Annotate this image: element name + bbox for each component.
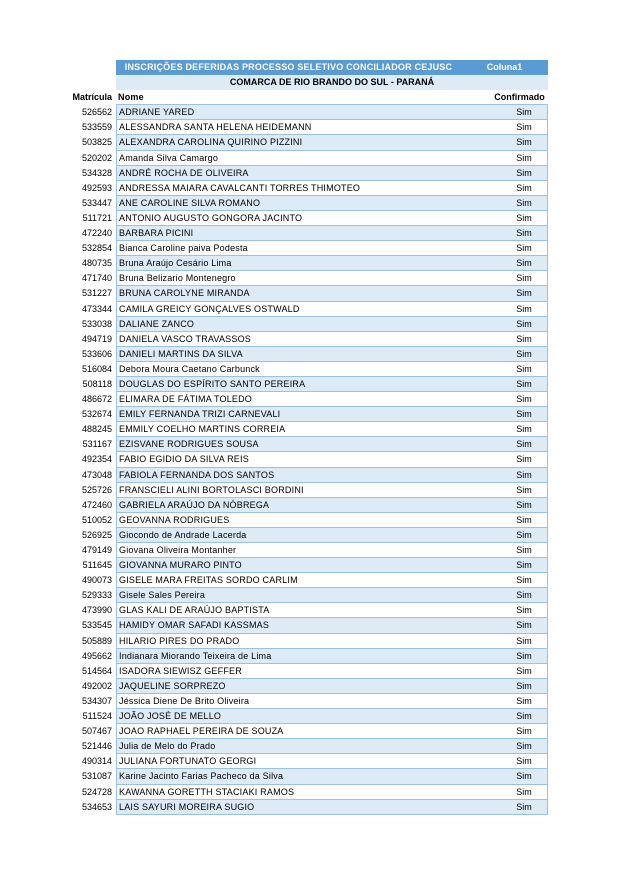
- cell-confirmado: Sim: [461, 181, 548, 196]
- table-row: [50, 498, 548, 513]
- cell-confirmado: Sim: [461, 754, 548, 769]
- cell-matricula: 488245: [81, 424, 112, 435]
- cell-confirmado: Sim: [461, 664, 548, 679]
- cell-confirmado: Sim: [461, 694, 548, 709]
- cell-confirmado: Sim: [461, 135, 548, 150]
- cell-nome: Bruna Belizario Montenegro: [116, 271, 461, 286]
- table-row: [50, 528, 548, 543]
- table-row: [50, 422, 548, 437]
- empty-cell: [50, 60, 116, 75]
- cell-confirmado: Sim: [461, 468, 548, 483]
- cell-matricula: 511524: [82, 711, 112, 722]
- cell-confirmado: Sim: [461, 679, 548, 694]
- cell-nome: JOAO RAPHAEL PEREIRA DE SOUZA: [116, 724, 461, 739]
- cell-nome: JOÃO JOSÉ DE MELLO: [116, 709, 461, 724]
- cell-confirmado: Sim: [461, 392, 548, 407]
- cell-matricula: 533559: [81, 122, 112, 133]
- cell-matricula: 490073: [81, 575, 112, 586]
- table-row: [50, 271, 548, 286]
- cell-matricula: 532854: [81, 243, 112, 254]
- table-row: [50, 618, 548, 633]
- cell-confirmado: Sim: [461, 634, 548, 649]
- table-row: [50, 332, 548, 347]
- table-row: [50, 709, 548, 724]
- table-row: [50, 483, 548, 498]
- cell-confirmado: Sim: [461, 769, 548, 784]
- cell-confirmado: Sim: [461, 558, 548, 573]
- header-row: [50, 90, 548, 105]
- cell-nome: EZISVANE RODRIGUES SOUSA: [116, 437, 461, 452]
- cell-confirmado: Sim: [461, 196, 548, 211]
- table-row: [50, 573, 548, 588]
- cell-confirmado: Sim: [461, 649, 548, 664]
- cell-confirmado: Sim: [461, 513, 548, 528]
- cell-confirmado: Sim: [461, 603, 548, 618]
- cell-confirmado: Sim: [461, 422, 548, 437]
- table-row: [50, 754, 548, 769]
- table-row: [50, 166, 548, 181]
- cell-confirmado: Sim: [461, 452, 548, 467]
- cell-matricula: 534307: [81, 695, 112, 706]
- cell-matricula: 505889: [81, 635, 112, 646]
- cell-confirmado: Sim: [461, 709, 548, 724]
- cell-confirmado: Sim: [461, 347, 548, 362]
- cell-matricula: 511645: [82, 560, 112, 571]
- cell-matricula: 533038: [81, 318, 112, 329]
- cell-matricula: 533447: [81, 197, 112, 208]
- cell-matricula: 479149: [81, 545, 112, 555]
- cell-confirmado: Sim: [461, 362, 548, 377]
- cell-confirmado: Sim: [461, 226, 548, 241]
- cell-confirmado: Sim: [461, 573, 548, 588]
- cell-nome: ALESSANDRA SANTA HELENA HEIDEMANN: [116, 120, 461, 135]
- table-row: [50, 649, 548, 664]
- table-row: [50, 437, 548, 452]
- cell-nome: GISELE MARA FREITAS SORDO CARLIM: [116, 573, 461, 588]
- cell-confirmado: Sim: [461, 437, 548, 452]
- cell-confirmado: Sim: [461, 105, 548, 120]
- header-confirmado: Confirmado: [461, 90, 548, 105]
- sheet-title: INSCRIÇÕES DEFERIDAS PROCESSO SELETIVO CONCILIADOR CEJUSC: [116, 60, 461, 75]
- cell-matricula: 472240: [81, 228, 112, 239]
- cell-nome: LAIS SAYURI MOREIRA SUGIO: [116, 800, 461, 815]
- cell-matricula: 486672: [81, 394, 112, 405]
- cell-confirmado: Sim: [461, 724, 548, 739]
- cell-confirmado: Sim: [461, 241, 548, 256]
- table-row: [50, 679, 548, 694]
- header-nome: Nome: [116, 90, 461, 105]
- cell-nome: FABIO EGIDIO DA SILVA REIS: [116, 452, 461, 467]
- comarca-title: COMARCA DE RIO BRANDO DO SUL - PARANÁ: [116, 75, 548, 90]
- cell-confirmado: Sim: [461, 588, 548, 603]
- cell-matricula: 526925: [81, 529, 112, 540]
- cell-nome: GABRIELA ARAÚJO DA NÓBREGA: [116, 498, 461, 513]
- table-row: [50, 513, 548, 528]
- cell-nome: Jéssica Diene De Brito Oliveira: [116, 694, 461, 709]
- cell-nome: ADRIANE YARED: [116, 105, 461, 120]
- table-row: [50, 468, 548, 483]
- table-row: [50, 256, 548, 271]
- table-row: [50, 226, 548, 241]
- table-row: [50, 362, 548, 377]
- table-row: [50, 634, 548, 649]
- cell-matricula: 492002: [81, 680, 112, 691]
- cell-confirmado: Sim: [461, 166, 548, 181]
- table-row: [50, 211, 548, 226]
- cell-nome: Amanda Silva Camargo: [116, 151, 461, 166]
- cell-nome: Julia de Melo do Prado: [116, 739, 461, 754]
- cell-nome: ANE CAROLINE SILVA ROMANO: [116, 196, 461, 211]
- cell-nome: GLAS KALI DE ARAÚJO BAPTISTA: [116, 603, 461, 618]
- cell-nome: KAWANNA GORETTH STACIAKI RAMOS: [116, 785, 461, 800]
- cell-matricula: 503825: [81, 137, 112, 148]
- cell-matricula: 508118: [82, 378, 112, 389]
- column-label: Coluna1: [461, 60, 548, 75]
- cell-nome: DALIANE ZANCO: [116, 317, 461, 332]
- cell-matricula: 471740: [81, 273, 112, 284]
- cell-nome: ISADORA SIEWISZ GEFFER: [116, 664, 461, 679]
- table-row: [50, 196, 548, 211]
- cell-confirmado: Sim: [461, 286, 548, 301]
- cell-nome: CAMILA GREICY GONÇALVES OSTWALD: [116, 302, 461, 317]
- table-row: [50, 377, 548, 392]
- cell-confirmado: Sim: [461, 543, 548, 558]
- cell-nome: EMMILY COELHO MARTINS CORREIA: [116, 422, 461, 437]
- cell-matricula: 473344: [81, 303, 112, 314]
- cell-nome: ANDRESSA MAIARA CAVALCANTI TORRES THIMOTEO: [116, 181, 461, 196]
- cell-nome: DANIELI MARTINS DA SILVA: [116, 347, 461, 362]
- table-row: [50, 135, 548, 150]
- cell-confirmado: Sim: [461, 317, 548, 332]
- table-row: [50, 105, 548, 120]
- cell-nome: HAMIDY OMAR SAFADI KASSMAS: [116, 618, 461, 633]
- cell-nome: Karine Jacinto Farias Pacheco da Silva: [116, 769, 461, 784]
- table-row: [50, 181, 548, 196]
- cell-nome: ANDRÉ ROCHA DE OLIVEIRA: [116, 166, 461, 181]
- table-row: [50, 120, 548, 135]
- cell-confirmado: Sim: [461, 618, 548, 633]
- cell-confirmado: Sim: [461, 120, 548, 135]
- cell-matricula: 532674: [81, 409, 112, 420]
- cell-nome: JULIANA FORTUNATO GEORGI: [116, 754, 461, 769]
- table-row: [50, 317, 548, 332]
- cell-matricula: 520202: [81, 152, 112, 163]
- cell-matricula: 529333: [81, 590, 112, 601]
- cell-confirmado: Sim: [461, 498, 548, 513]
- cell-matricula: 490314: [81, 756, 112, 767]
- table-row: [50, 151, 548, 166]
- cell-nome: BRUNA CAROLYNE MIRANDA: [116, 286, 461, 301]
- cell-matricula: 510052: [81, 514, 112, 525]
- cell-nome: Gisele Sales Pereira: [116, 588, 461, 603]
- cell-nome: FABIOLA FERNANDA DOS SANTOS: [116, 468, 461, 483]
- cell-nome: Giocondo de Andrade Lacerda: [116, 528, 461, 543]
- table-row: [50, 800, 548, 815]
- table-row: [50, 407, 548, 422]
- cell-nome: Indianara Miorando Teixeira de Lima: [116, 649, 461, 664]
- cell-nome: JAQUELINE SORPREZO: [116, 679, 461, 694]
- cell-confirmado: Sim: [461, 332, 548, 347]
- cell-matricula: 516084: [81, 363, 112, 374]
- cell-nome: BARBARA PICINI: [116, 226, 461, 241]
- cell-confirmado: Sim: [461, 211, 548, 226]
- cell-nome: HILARIO PIRES DO PRADO: [116, 634, 461, 649]
- cell-nome: FRANSCIELI ALINI BORTOLASCI BORDINI: [116, 483, 461, 498]
- cell-nome: Bianca Caroline paiva Podesta: [116, 241, 461, 256]
- cell-nome: ELIMARA DE FÁTIMA TOLEDO: [116, 392, 461, 407]
- table-row: [50, 785, 548, 800]
- cell-matricula: 514564: [81, 665, 112, 676]
- cell-nome: ALEXANDRA CAROLINA QUIRINO PIZZINI: [116, 135, 461, 150]
- cell-matricula: 534653: [81, 801, 112, 812]
- cell-nome: DOUGLAS DO ESPÍRITO SANTO PEREIRA: [116, 377, 461, 392]
- cell-confirmado: Sim: [461, 377, 548, 392]
- cell-confirmado: Sim: [461, 483, 548, 498]
- table-row: [50, 543, 548, 558]
- cell-matricula: 495662: [81, 650, 112, 661]
- cell-confirmado: Sim: [461, 785, 548, 800]
- cell-confirmado: Sim: [461, 800, 548, 815]
- table-row: [50, 241, 548, 256]
- cell-matricula: 525726: [81, 484, 112, 495]
- cell-matricula: 531087: [81, 771, 112, 782]
- table-body: [50, 105, 548, 814]
- cell-nome: Debora Moura Caetano Carbunck: [116, 362, 461, 377]
- cell-matricula: 473990: [81, 605, 112, 616]
- cell-matricula: 533545: [81, 620, 112, 631]
- cell-confirmado: Sim: [461, 528, 548, 543]
- cell-nome: GEOVANNA RODRIGUES: [116, 513, 461, 528]
- comarca-row: [50, 75, 548, 90]
- cell-matricula: 494719: [81, 333, 112, 344]
- cell-matricula: 531167: [82, 439, 112, 450]
- table-row: [50, 347, 548, 362]
- table-row: [50, 694, 548, 709]
- table-row: [50, 558, 548, 573]
- cell-nome: Giovana Oliveira Montanher: [116, 543, 461, 558]
- cell-matricula: 533606: [81, 348, 112, 359]
- cell-matricula: 472460: [81, 499, 112, 510]
- header-matricula: Matrícula: [72, 92, 112, 103]
- cell-confirmado: Sim: [461, 407, 548, 422]
- cell-matricula: 521446: [81, 741, 112, 752]
- cell-matricula: 492593: [81, 182, 112, 193]
- cell-matricula: 511721: [82, 212, 112, 223]
- spreadsheet: [50, 60, 548, 815]
- cell-matricula: 524728: [81, 786, 112, 797]
- table-row: [50, 452, 548, 467]
- table-row: [50, 724, 548, 739]
- cell-matricula: 473048: [81, 469, 112, 480]
- table-row: [50, 392, 548, 407]
- cell-confirmado: Sim: [461, 256, 548, 271]
- cell-matricula: 531227: [81, 288, 112, 299]
- cell-nome: GIOVANNA MURARO PINTO: [116, 558, 461, 573]
- cell-nome: Bruna Araújo Cesário Lima: [116, 256, 461, 271]
- table-row: [50, 603, 548, 618]
- cell-confirmado: Sim: [461, 739, 548, 754]
- cell-matricula: 534328: [81, 167, 112, 178]
- table-row: [50, 664, 548, 679]
- title-row: [50, 60, 548, 75]
- cell-nome: EMILY FERNANDA TRIZI CARNEVALI: [116, 407, 461, 422]
- table-row: [50, 769, 548, 784]
- cell-confirmado: Sim: [461, 271, 548, 286]
- cell-nome: DANIELA VASCO TRAVASSOS: [116, 332, 461, 347]
- table-row: [50, 286, 548, 301]
- table-row: [50, 302, 548, 317]
- cell-confirmado: Sim: [461, 151, 548, 166]
- cell-matricula: 507467: [81, 726, 112, 737]
- cell-matricula: 526562: [81, 107, 112, 118]
- table-row: [50, 588, 548, 603]
- cell-confirmado: Sim: [461, 302, 548, 317]
- cell-nome: ANTONIO AUGUSTO GONGORA JACINTO: [116, 211, 461, 226]
- table-row: [50, 739, 548, 754]
- cell-matricula: 480735: [81, 258, 112, 269]
- cell-matricula: 492354: [81, 454, 112, 465]
